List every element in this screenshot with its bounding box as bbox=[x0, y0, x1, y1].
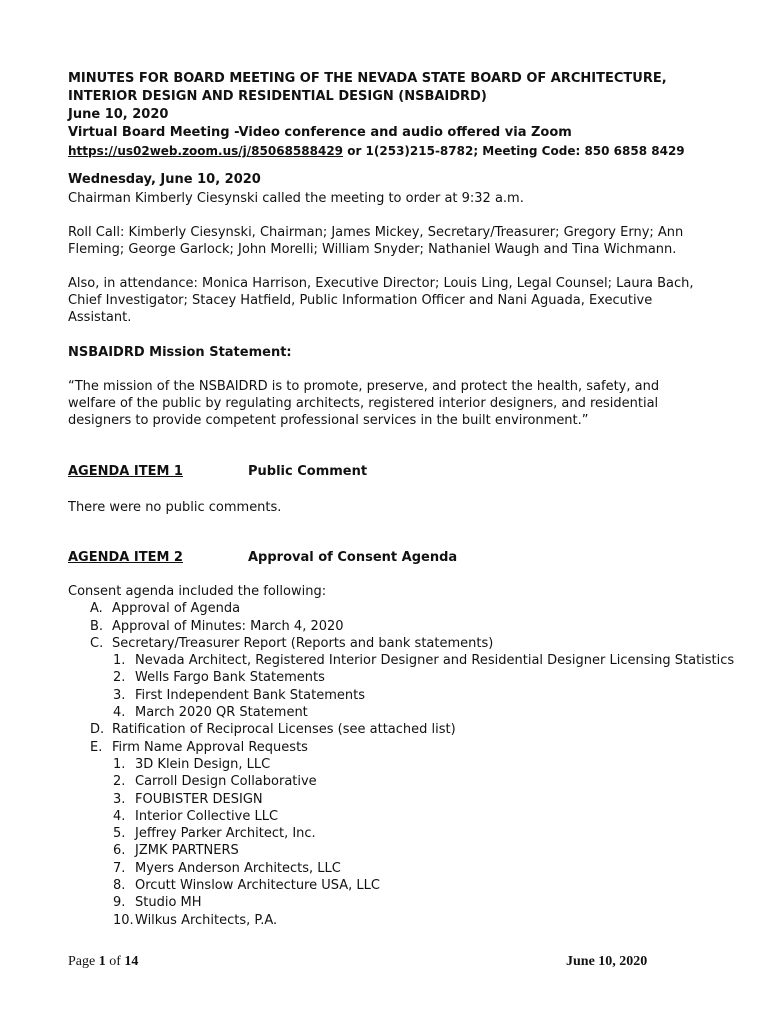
zoom-link[interactable]: https://us02web.zoom.us/j/85068588429 bbox=[68, 144, 344, 158]
document-header bbox=[68, 70, 708, 160]
agenda-item-1-label: AGENDA ITEM 1 bbox=[68, 464, 183, 479]
sub-list-item: 1. Nevada Architect, Registered Interior Designer and Residential Designer Licensing Statistics bbox=[113, 653, 735, 669]
list-item: E. Firm Name Approval Requests bbox=[90, 739, 308, 755]
list-item: B. Approval of Minutes: March 4, 2020 bbox=[90, 618, 344, 634]
sub-list-item: 4. Interior Collective LLC bbox=[113, 808, 279, 824]
sub-list-item: 9. Studio MH bbox=[113, 895, 202, 911]
meeting-date: June 10, 2020 bbox=[68, 107, 169, 122]
phone-info: or 1(253)215-8782; Meeting Code: 850 6858 8429 bbox=[343, 144, 685, 158]
sub-list-item: 7. Myers Anderson Architects, LLC bbox=[113, 860, 341, 876]
meeting-type: Virtual Board Meeting -Video conference and audio offered via Zoom bbox=[68, 125, 572, 140]
sub-list-item: 2. Carroll Design Collaborative bbox=[113, 774, 317, 790]
list-item: A. Approval of Agenda bbox=[90, 601, 241, 617]
page-number: Page 1 of 14 bbox=[68, 954, 139, 969]
agenda-item-1-heading bbox=[68, 464, 367, 479]
agenda-item-1-title: Public Comment bbox=[248, 464, 368, 479]
agenda-item-2-label: AGENDA ITEM 2 bbox=[68, 550, 183, 565]
list-item: D. Ratification of Reciprocal Licenses (see attached list) bbox=[90, 722, 456, 738]
agenda-item-2-heading bbox=[68, 550, 457, 565]
day-heading: Wednesday, June 10, 2020 bbox=[68, 172, 261, 187]
sub-list-item: 5. Jeffrey Parker Architect, Inc. bbox=[113, 826, 316, 842]
agenda-item-2-title: Approval of Consent Agenda bbox=[248, 550, 458, 565]
attendance: Also, in attendance: Monica Harrison, Executive Director; Louis Ling, Legal Counsel; Laura Bach, Chief Investigator; Stacey Hatfield, Public Information Officer and Nani Aguada, Executive Assistant. bbox=[68, 276, 694, 325]
sub-list-item: 3. FOUBISTER DESIGN bbox=[113, 791, 263, 807]
title-line-2: INTERIOR DESIGN AND RESIDENTIAL DESIGN (NSBAIDRD) bbox=[68, 89, 487, 104]
footer-date: June 10, 2020 bbox=[566, 954, 648, 969]
call-to-order: Chairman Kimberly Ciesynski called the meeting to order at 9:32 a.m. bbox=[68, 191, 524, 206]
consent-intro: Consent agenda included the following: bbox=[68, 584, 327, 599]
title-line-1: MINUTES FOR BOARD MEETING OF THE NEVADA STATE BOARD OF ARCHITECTURE, bbox=[68, 71, 667, 86]
mission-statement: “The mission of the NSBAIDRD is to promote, preserve, and protect the health, safety, and welfare of the public by regulating architects, registered interior designers, and residential designers to provide competent professional services in the built environment.” bbox=[68, 379, 660, 428]
zoom-info-line bbox=[68, 142, 708, 160]
sub-list-item: 2. Wells Fargo Bank Statements bbox=[113, 670, 325, 686]
list-item: C. Secretary/Treasurer Report (Reports and bank statements) bbox=[90, 635, 494, 651]
sub-list-item: 6. JZMK PARTNERS bbox=[113, 843, 239, 859]
sub-list-item: 3. First Independent Bank Statements bbox=[113, 687, 365, 703]
sub-list-item: 10.Wilkus Architects, P.A. bbox=[113, 912, 278, 928]
sub-list-item: 4. March 2020 QR Statement bbox=[113, 705, 308, 721]
sub-list-item: 8. Orcutt Winslow Architecture USA, LLC bbox=[113, 878, 380, 894]
mission-heading: NSBAIDRD Mission Statement: bbox=[68, 345, 292, 360]
roll-call: Roll Call: Kimberly Ciesynski, Chairman; James Mickey, Secretary/Treasurer; Gregory Erny; Ann Fleming; George Garlock; John Morelli; William Snyder; Nathaniel Waugh and Tina Wichmann. bbox=[68, 225, 684, 257]
agenda-item-1-text: There were no public comments. bbox=[68, 500, 282, 515]
sub-list-item: 1. 3D Klein Design, LLC bbox=[113, 756, 271, 772]
consent-agenda-list bbox=[68, 583, 734, 929]
